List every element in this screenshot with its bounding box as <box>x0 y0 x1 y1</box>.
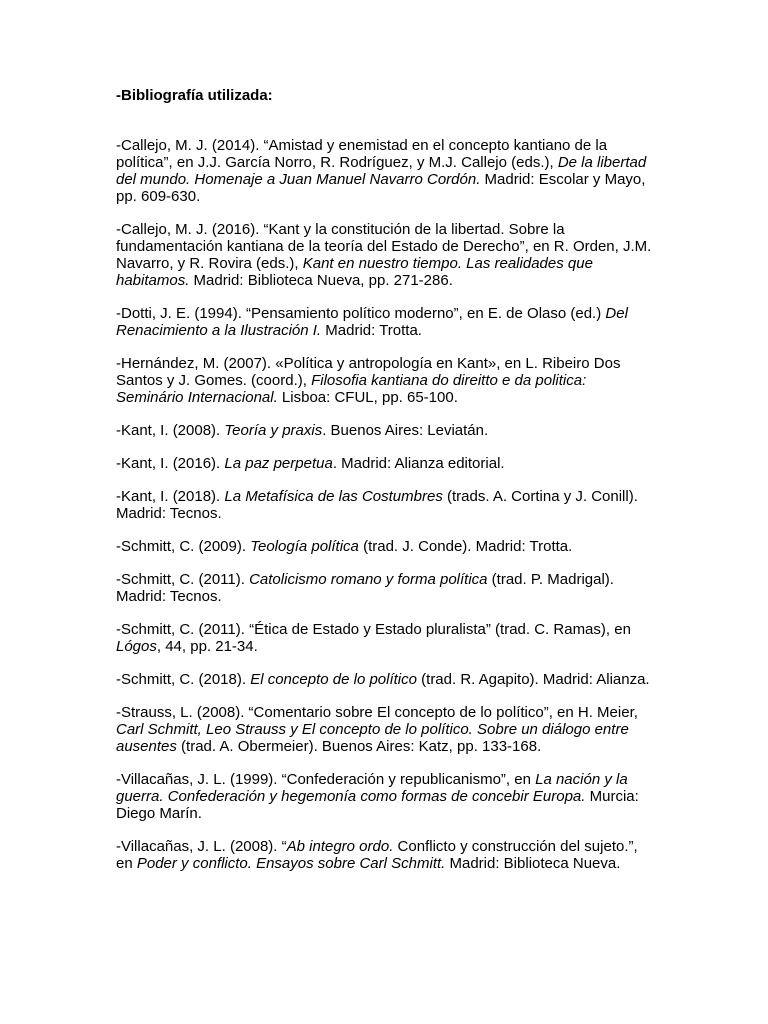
entry-text: -Kant, I. (2008). <box>116 422 225 439</box>
entry-text: -Schmitt, C. (2011). “Ética de Estado y Estado pluralista” (trad. C. Ramas), en <box>116 621 631 638</box>
entry-text: . Madrid: Alianza editorial. <box>332 455 505 472</box>
entry-title-italic: Ab integro ordo. <box>286 838 394 855</box>
entry-text: -Schmitt, C. (2011). <box>116 571 250 588</box>
entry-text: -Kant, I. (2018). <box>116 488 225 505</box>
bibliography-entry <box>116 137 656 205</box>
entry-text: -Kant, I. (2016). <box>116 455 225 472</box>
bibliography-entry <box>116 621 656 655</box>
entry-title-italic: Catolicismo romano y forma política <box>249 571 488 588</box>
entry-text: Madrid: Biblioteca Nueva, pp. 271-286. <box>189 272 453 289</box>
entry-text: -Hernández, M. (2007). «Política y antropología en Kant», en L. Ribeiro Dos Santos y J. Gomes. (coord.), <box>116 355 621 389</box>
entry-text: , 44, pp. 21-34. <box>156 638 258 655</box>
bibliography-entry <box>116 671 656 688</box>
entry-text: -Schmitt, C. (2009). <box>116 538 251 555</box>
entry-title-italic: Filosofia kantiana do direitto e da politica: Seminário Internacional. <box>116 372 587 406</box>
entry-title-italic: De la libertad del mundo. Homenaje a Juan Manuel Navarro Cordón. <box>116 154 647 188</box>
document-page <box>116 87 656 888</box>
entry-text: -Villacañas, J. L. (2008). “ <box>116 838 287 855</box>
entry-text: Lisboa: CFUL, pp. 65-100. <box>277 389 458 406</box>
entry-title-italic: Kant en nuestro tiempo. Las realidades que habitamos. <box>116 255 593 289</box>
entry-text: . Buenos Aires: Leviatán. <box>322 422 489 439</box>
entry-text: (trad. R. Agapito). Madrid: Alianza. <box>416 671 650 688</box>
entry-title-italic: El concepto de lo político <box>250 671 417 688</box>
entry-title-italic: Lógos <box>116 638 157 655</box>
bibliography-entry <box>116 488 656 522</box>
entry-title-italic: La Metafísica de las Costumbres <box>224 488 443 505</box>
entry-title-italic: Carl Schmitt, Leo Strauss y El concepto de lo político. Sobre un diálogo entre ausentes <box>116 721 629 755</box>
entry-text: Madrid: Escolar y Mayo, pp. 609-630. <box>116 171 646 205</box>
bibliography-entry <box>116 422 656 439</box>
entry-text: -Callejo, M. J. (2014). “Amistad y enemistad en el concepto kantiano de la política”, en J.J. García Norro, R. Rodríguez, y M.J. Callejo (eds.), <box>116 137 608 171</box>
entry-title-italic: Teoría y praxis <box>224 422 323 439</box>
bibliography-entry <box>116 455 656 472</box>
entry-text: (trad. J. Conde). Madrid: Trotta. <box>358 538 573 555</box>
bibliography-entry <box>116 571 656 605</box>
bibliography-entry <box>116 538 656 555</box>
entry-text: (trad. P. Madrigal). Madrid: Tecnos. <box>116 571 614 605</box>
entry-text: -Villacañas, J. L. (1999). “Confederación y republicanismo”, en <box>116 771 536 788</box>
entry-text: (trads. A. Cortina y J. Conill). Madrid: Tecnos. <box>116 488 638 522</box>
bibliography-entry <box>116 355 656 406</box>
entry-text: Madrid: Trotta. <box>321 322 422 339</box>
entry-text: Madrid: Biblioteca Nueva. <box>445 855 621 872</box>
bibliography-entry <box>116 771 656 822</box>
entry-text: -Schmitt, C. (2018). <box>116 671 251 688</box>
bibliography-entry <box>116 221 656 289</box>
bibliography-list <box>116 137 656 872</box>
bibliography-entry <box>116 838 656 872</box>
entry-text: Murcia: Diego Marín. <box>116 788 639 822</box>
entry-title-italic: La nación y la guerra. Confederación y hegemonía como formas de concebir Europa. <box>116 771 628 805</box>
entry-title-italic: Poder y conflicto. Ensayos sobre Carl Schmitt. <box>136 855 446 872</box>
entry-text: Conflicto y construcción del sujeto.”, en <box>116 838 638 872</box>
bibliography-entry <box>116 704 656 755</box>
bibliography-entry <box>116 305 656 339</box>
entry-text: -Strauss, L. (2008). “Comentario sobre El concepto de lo político”, en H. Meier, <box>116 704 638 721</box>
entry-title-italic: Del Renacimiento a la Ilustración I. <box>116 305 628 339</box>
entry-text: (trad. A. Obermeier). Buenos Aires: Katz, pp. 133-168. <box>176 738 542 755</box>
entry-title-italic: La paz perpetua <box>224 455 333 472</box>
entry-text: -Callejo, M. J. (2016). “Kant y la constitución de la libertad. Sobre la fundamentación kantiana de la teoría del Estado de Derecho”, en R. Orden, J.M. Navarro, y R. Rovira (eds.), <box>116 221 652 272</box>
entry-text: -Dotti, J. E. (1994). “Pensamiento político moderno”, en E. de Olaso (ed.) <box>116 305 606 322</box>
entry-title-italic: Teología política <box>250 538 359 555</box>
bibliography-heading: -Bibliografía utilizada: <box>116 87 273 104</box>
